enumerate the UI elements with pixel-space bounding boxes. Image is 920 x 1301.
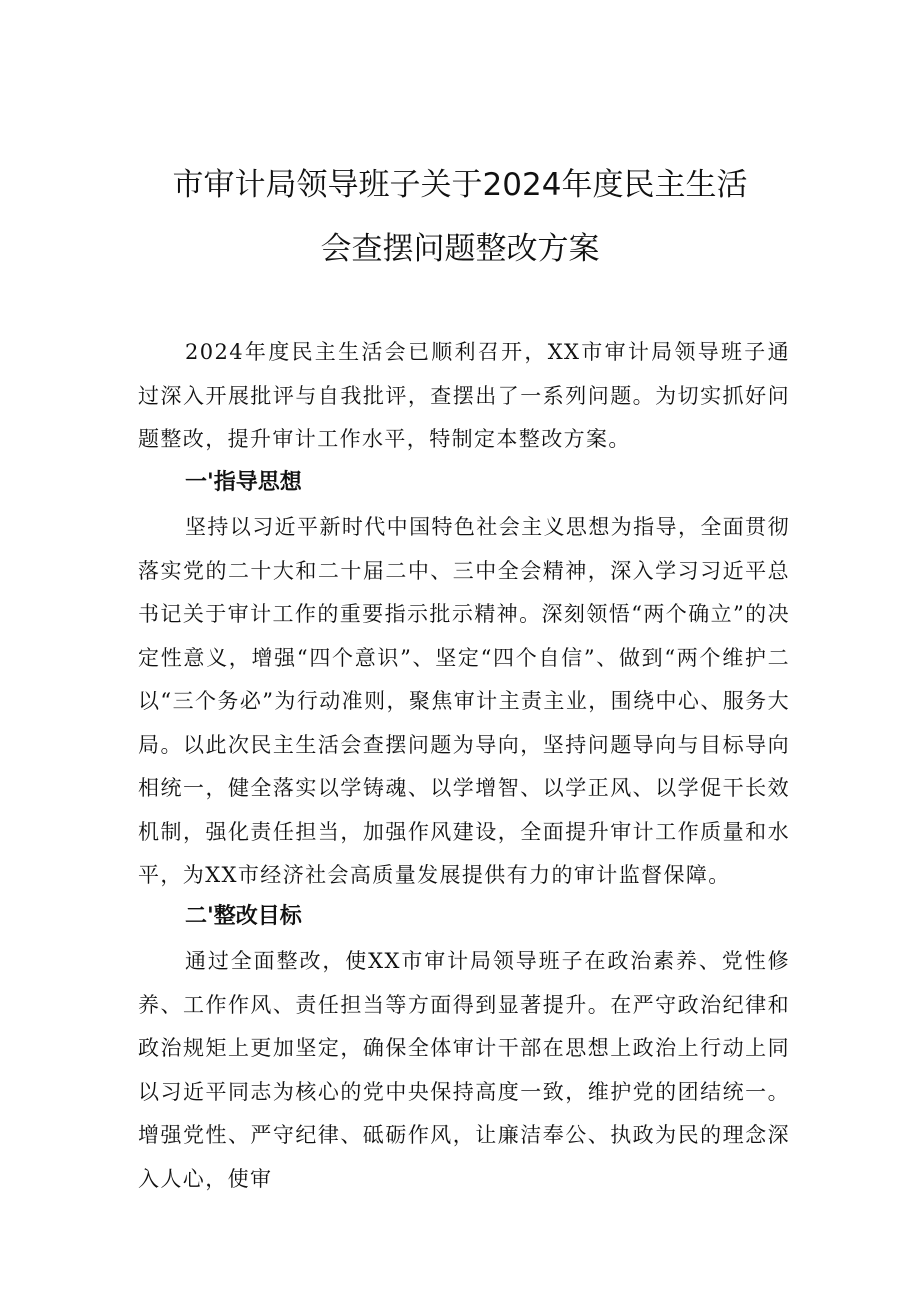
document-title-line-1: 市审计局领导班子关于2024年度民主生活 — [172, 167, 748, 203]
intro-paragraph: 2024年度民主生活会已顺利召开，XX市审计局领导班子通过深入开展批评与自我批评，查摆出了一系列问题。为切实抓好问题整改，提升审计工作水平，特制定本整改方案。 — [138, 340, 790, 451]
section-heading-guiding-ideology: 一'指导思想 — [185, 470, 302, 495]
section-heading-rectification-goals: 二'整改目标 — [185, 904, 302, 929]
section-paragraph-guiding-ideology: 坚持以习近平新时代中国特色社会主义思想为指导，全面贯彻落实党的二十大和二十届二中、三中全会精神，深入学习习近平总书记关于审计工作的重要指示批示精神。深刻领悟“两个确立”的决定性意义，增强“四个意识”、坚定“四个自信”、做到“两个维护二以“三个务必”为行动准则，聚焦审计主责主业，围绕中心、服务大局。以此次民主生活会查摆问题为导向，坚持问题导向与目标导向相统一，健全落实以学铸魂、以学增智、以学正风、以学促干长效机制，强化责任担当，加强作风建设，全面提升审计工作质量和水平，为XX市经济社会高质量发展提供有力的审计监督保障。 — [138, 515, 790, 887]
section-paragraph-rectification-goals: 通过全面整改，使XX市审计局领导班子在政治素养、党性修养、工作作风、责任担当等方面得到显著提升。在严守政治纪律和政治规矩上更加坚定，确保全体审计干部在思想上政治上行动上同以习近平同志为核心的党中央保持高度一致，维护党的团结统一。增强党性、严守纪律、砥砺作风，让廉洁奉公、执政为民的理念深入人心，使审 — [138, 949, 790, 1191]
document-title-line-2: 会查摆问题整改方案 — [320, 231, 600, 267]
